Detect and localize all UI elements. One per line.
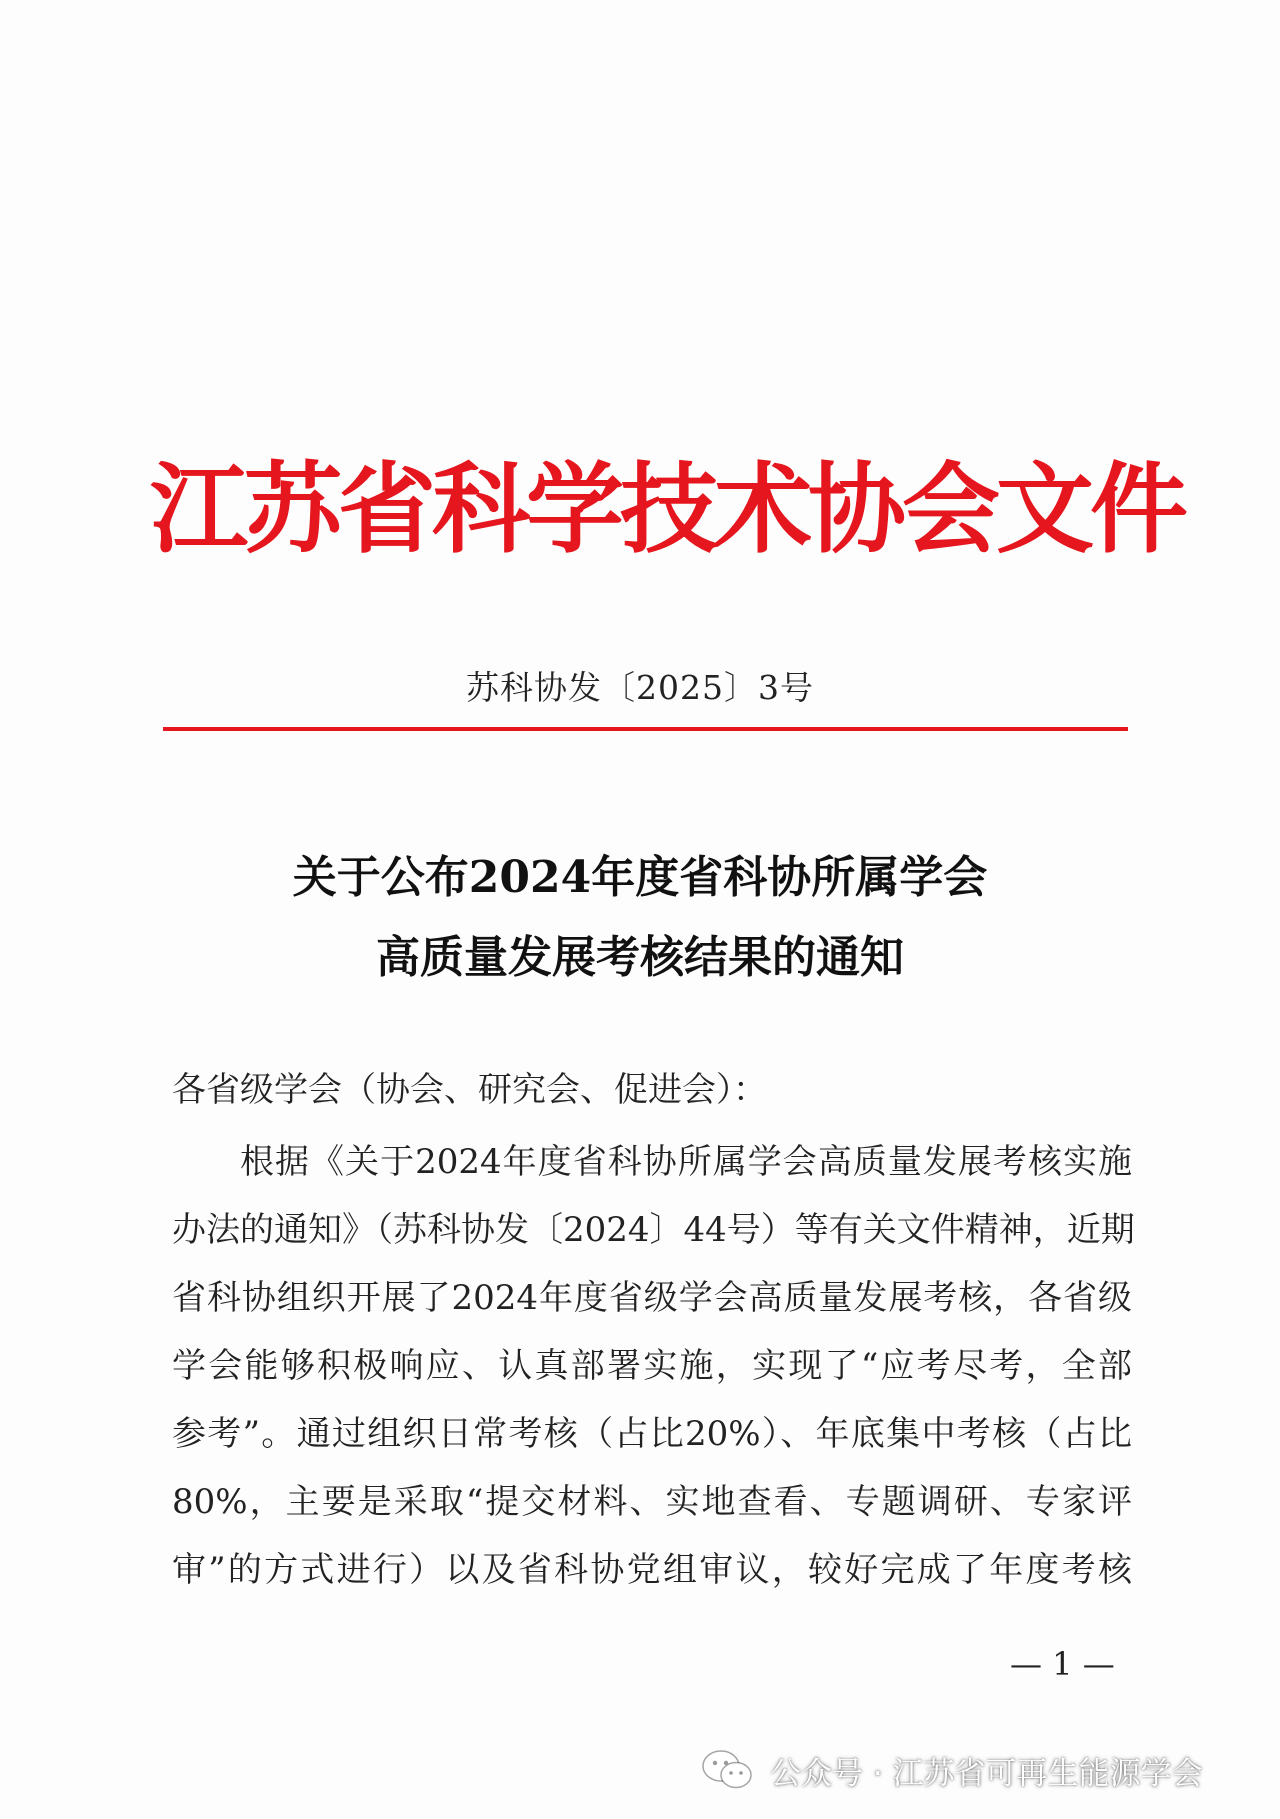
account-watermark [700,1740,1203,1800]
body-line: 80%，主要是采取“提交材料、实地查看、专题调研、专家评 [172,1482,1132,1522]
document-title [140,838,1140,998]
body-line: 参考”。通过组织日常考核（占比20%）、年底集中考核（占比 [172,1414,1132,1454]
title-line-2: 高质量发展考核结果的通知 [376,932,904,983]
body-paragraph [172,1128,1135,1604]
body-line: 省科协组织开展了2024年度省级学会高质量发展考核，各省级 [172,1278,1132,1318]
wechat-icon [700,1748,756,1792]
watermark-text: 公众号 · 江苏省可再生能源学会 [770,1755,1203,1792]
document-number: 苏科协发〔2025〕3号 [466,668,814,707]
document-masthead: 江苏省科学技术协会文件 [150,452,1185,567]
red-divider-line [163,727,1128,731]
body-line: 学会能够积极响应、认真部署实施，实现了“应考尽考，全部 [172,1346,1132,1386]
salutation: 各省级学会（协会、研究会、促进会）： [172,1070,767,1110]
body-line: 办法的通知》（苏科协发〔2024〕44号）等有关文件精神，近期 [172,1210,1135,1250]
page-number: — 1 — [1010,1645,1115,1683]
body-line: 审”的方式进行）以及省科协党组审议，较好完成了年度考核 [172,1550,1132,1590]
title-line-1: 关于公布2024年度省科协所属学会 [292,852,988,903]
body-line: 根据《关于2024年度省科协所属学会高质量发展考核实施 [240,1142,1132,1182]
